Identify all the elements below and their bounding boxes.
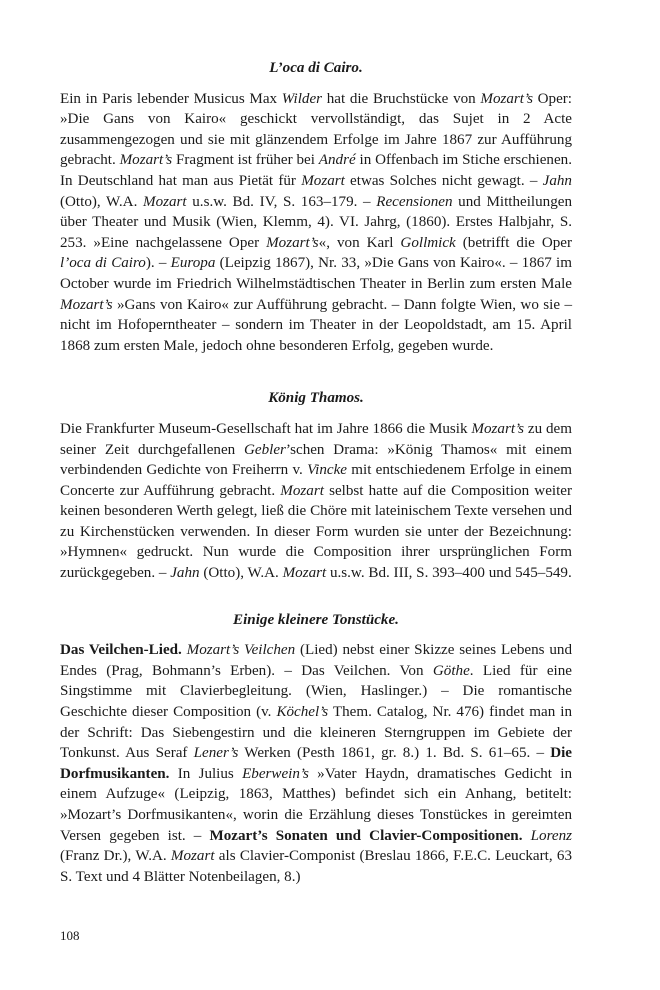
text-run: Ein in Paris lebender Musicus Max — [60, 90, 282, 107]
italic-run: Köchel’s — [276, 704, 329, 721]
text-run: hat die Bruchstücke von — [322, 90, 481, 107]
text-run: In Julius — [169, 765, 243, 782]
italic-run: Europa — [170, 255, 216, 272]
text-run: »Gans von Kairo« zur Aufführung gebracht. – Dann folgte Wien, wo sie – nicht im Hofoperntheater – sondern im Theater in der Leopoldstadt, am 15. April 1868 zum ersten Male, jedoch ohne besonderen Erfolg, gegeben wurde. — [60, 296, 572, 354]
section-paragraph — [60, 640, 572, 887]
italic-run: Lener’s — [193, 745, 239, 762]
italic-run: Jahn — [542, 172, 572, 189]
italic-run: Wilder — [281, 90, 323, 107]
italic-run: André — [318, 152, 356, 169]
text-run: Oper: »Die Gans von Kairo« geschickt vervollständigt, das Sujet in 2 Acte zusammengezogen und sie mit glänzendem Erfolge im Jahre 1867 zur Aufführung gebracht. — [60, 90, 573, 169]
text-run: etwas Solches nicht gewagt. – — [344, 172, 543, 189]
text-run: Fragment ist früher bei — [172, 152, 319, 169]
text-run: (Lied) nebst einer Skizze seines Lebens und Endes (Prag, Bohmann’s Erben). – Das Veilchen. Von — [60, 642, 572, 679]
italic-run: Göthe — [432, 662, 470, 679]
page-body — [60, 58, 572, 887]
section-loca-di-cairo — [60, 58, 572, 356]
bold-run: Die Dorfmusikanten. — [60, 745, 572, 782]
italic-run: Lorenz — [530, 827, 572, 844]
section-paragraph — [60, 89, 572, 357]
section-paragraph — [60, 419, 572, 584]
bold-run: Mozart’s Sonaten und Clavier-Compositionen. — [209, 827, 523, 844]
text-run: Die Frankfurter Museum-Gesellschaft hat im Jahre 1866 die Musik — [60, 420, 472, 437]
text-run: (Otto), W.A. — [199, 565, 283, 582]
section-koenig-thamos — [60, 388, 572, 583]
text-run: »Vater Haydn, dramatisches Gedicht in einem Aufzuge« (Leipzig, 1863, Matthes) befindet sich ein Anhang, betitelt: »Mozart’s Dorfmusikanten«, worin die Erzählung dieses Tonstückes in gereimten Versen gegeben ist. – — [60, 765, 572, 844]
text-run: (Franz Dr.), W.A. — [60, 848, 171, 865]
text-run: und Mittheilungen über Theater und Musik (Wien, Klemm, 4). VI. Jahrg, (1860). Erstes Halbjahr, S. 253. »Eine nachgelassene Oper — [60, 193, 572, 251]
italic-run: Mozart’s — [266, 234, 319, 251]
text-run: als Clavier-Componist (Breslau 1866, F.E.C. Leuckart, 63 S. Text und 4 Blätter Notenbeilagen, 8.) — [60, 848, 572, 885]
text-run: zu dem seiner Zeit durchgefallenen — [60, 420, 572, 458]
italic-run: Gebler — [244, 441, 286, 458]
text-run — [522, 828, 530, 844]
page-number: 108 — [60, 928, 80, 943]
italic-run: Mozart’s Veilchen — [186, 642, 296, 659]
italic-run: Mozart — [282, 565, 327, 582]
italic-run: Gollmick — [400, 234, 456, 251]
text-run: «, von Karl — [318, 234, 401, 251]
text-run: mit entschiedenem Erfolge in einem Concerte zur Aufführung gebracht. — [60, 462, 572, 499]
text-run: (betrifft die Oper — [455, 234, 572, 251]
text-run: . Lied für eine Singstimme mit Clavierbegleitung. (Wien, Haslinger.) – Die romantische Geschichte dieser Composition (v. — [60, 662, 572, 721]
text-run: (Otto), W.A. — [60, 193, 143, 210]
section-heading: L’oca di Cairo. — [269, 60, 363, 76]
text-run: u.s.w. Bd. III, S. 393–400 und 545–549. — [326, 565, 572, 582]
section-heading: Einige kleinere Tonstücke. — [233, 611, 399, 628]
text-run: Werken (Pesth 1861, gr. 8.) 1. Bd. S. 61–65. – — [238, 745, 551, 762]
text-run: ). – — [145, 255, 171, 272]
section-kleinere-tonstuecke — [60, 610, 572, 888]
italic-run: Eberwein’s — [242, 765, 309, 782]
italic-run: Mozart’s — [119, 152, 173, 169]
italic-run: Mozart — [301, 172, 345, 189]
italic-run: Mozart — [170, 848, 215, 865]
italic-run: Mozart — [143, 193, 187, 210]
italic-run: Jahn — [170, 565, 200, 582]
italic-run: l’oca di Cairo — [60, 255, 146, 272]
text-run: (Leipzig 1867), Nr. 33, »Die Gans von Kairo«. – 1867 im October wurde im Friedrich Wilhelmstädtischen Theater in Berlin zum ersten Male — [60, 255, 572, 292]
italic-run: Mozart’s — [480, 90, 533, 107]
italic-run: Mozart — [280, 482, 324, 499]
italic-run: Mozart’s — [471, 420, 524, 437]
italic-run: Vincke — [307, 462, 348, 479]
italic-run: Mozart’s — [60, 296, 113, 313]
text-run: u.s.w. Bd. IV, S. 163–179. – — [186, 193, 377, 210]
section-heading: König Thamos. — [268, 390, 364, 407]
text-run: Them. Catalog, Nr. 476) findet man in der Schrift: Das Siebengestirn und die kleineren Sterngruppen im Gebiete der Tonkunst. Aus Seraf — [60, 704, 572, 762]
bold-run: Das Veilchen-Lied. — [60, 642, 182, 659]
text-run: selbst hatte auf die Composition weiter keinen besonderen Werth gelegt, ließ die Chöre mit lateinischem Texte versehen und zu Kirchenstücken verwenden. In dieser Form wurden sie unter der Bezeichnung: »Hymnen« gedruckt. Nun wurde die Composition ihrer ursprünglichen Form zurückgegeben. – — [60, 482, 573, 582]
text-run: in Offenbach im Stiche erschienen. In Deutschland hat man aus Pietät für — [60, 152, 572, 189]
italic-run: Recensionen — [376, 193, 453, 210]
text-run: ’schen Drama: »König Thamos« mit einem verbindenden Gedichte von Freiherrn v. — [60, 441, 572, 479]
